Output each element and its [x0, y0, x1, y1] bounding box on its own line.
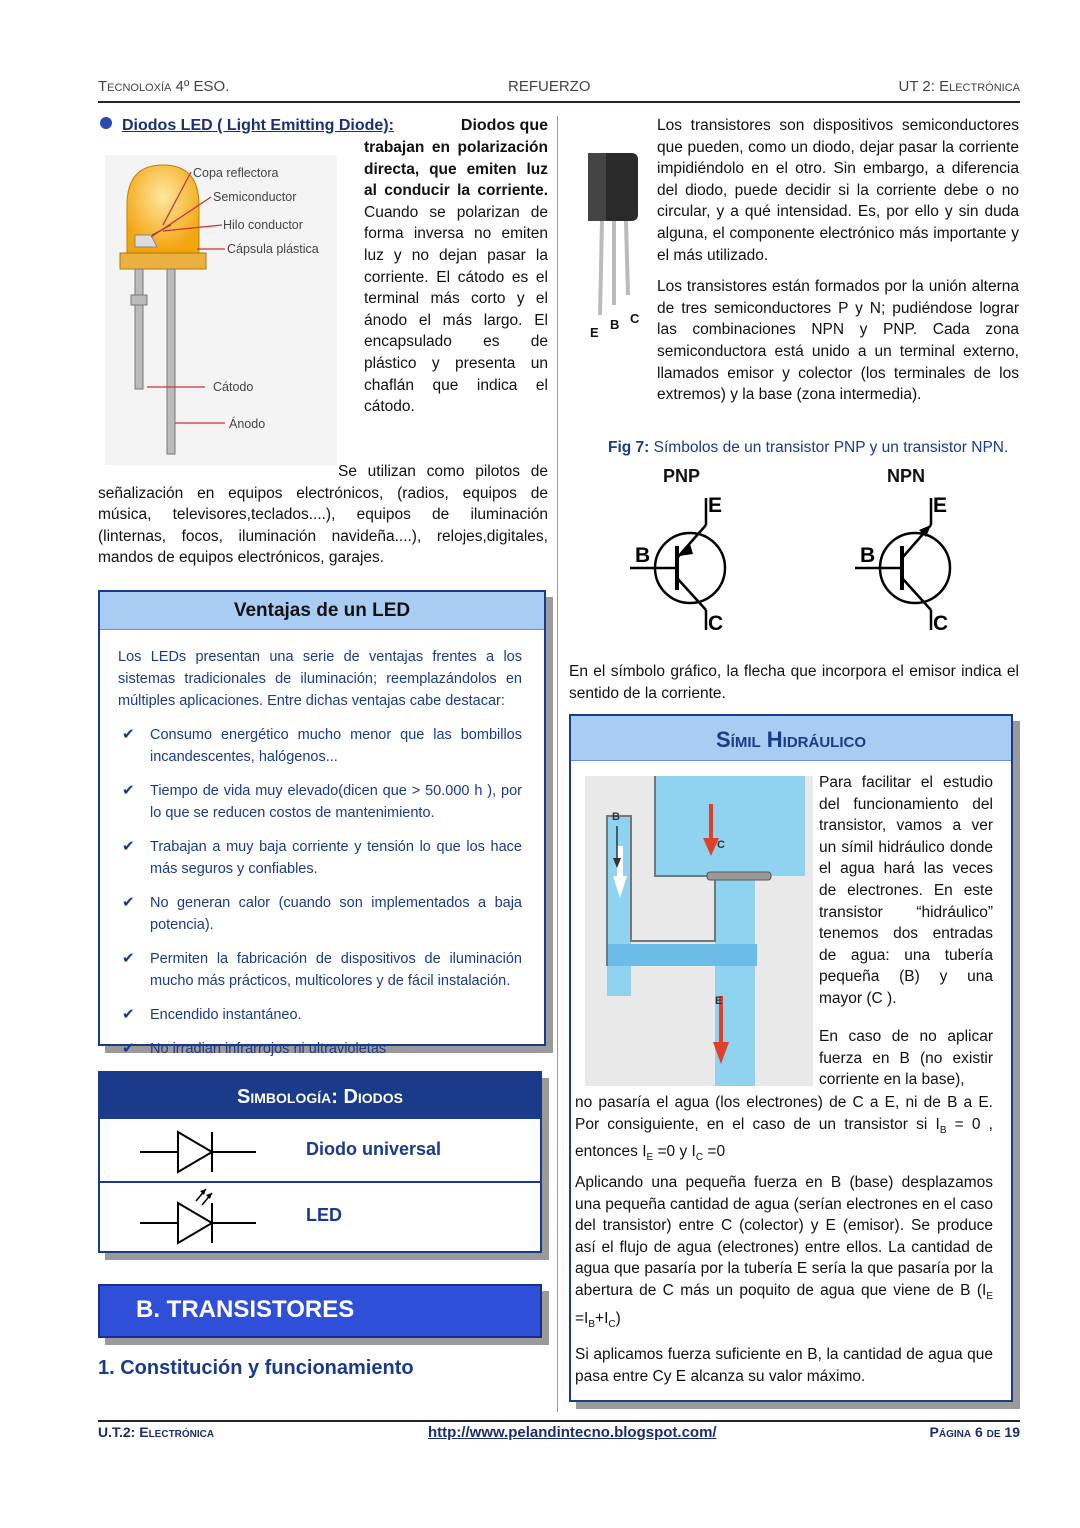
fig7-caption	[608, 439, 1008, 457]
simil-p2c: entonces I	[575, 1143, 647, 1161]
simil-p3-wrap: Aplicando una pequeña fuerza en B (base) desplazamos una pequeña cantidad de agua (serían electrones en el caso del transistor) entre C (colector) y E (emisor). Se produce así el flujo de agua (electrones) entre ellos. La cantidad de agua que pasaría por la tubería E sería la que pasaría por la abertura de C más un poquito de agua que viene de B $(I_E =I_B+I_C)$	[575, 1174, 993, 1330]
check-icon: ✔	[122, 1006, 135, 1023]
header-center: REFUERZO	[508, 78, 591, 95]
pin-label-c: C	[630, 311, 640, 326]
list-item: ✔ Trabajan a muy baja corriente y tensión lo que los hace más seguros y confiables.	[122, 838, 522, 877]
simil-p1: Para facilitar el estudio del funcionamiento del transistor, vamos a ver un símil hidráulico donde el agua hará las veces de electrones. En este transistor “hidráulico” tenemos dos entradas de agua: una tubería pequeña (B) y una mayor (C ).	[819, 774, 993, 1007]
list-item: ✔ Consumo energético mucho menor que las bombillos incandescentes, halógenos...	[122, 726, 522, 765]
list-item: ✔ Encendido instantáneo.	[122, 1004, 522, 1026]
led-label-catodo: Cátodo	[213, 380, 254, 394]
check-icon: ✔	[122, 782, 135, 799]
fig7-caption-text: Símbolos de un transistor PNP y un transistor NPN.	[653, 439, 1009, 456]
led-diagram	[105, 155, 337, 465]
led-symbol-icon	[140, 1187, 256, 1247]
led-label-copa: Copa reflectora	[193, 166, 279, 180]
check-icon: ✔	[122, 838, 135, 855]
npn-symbol	[855, 490, 965, 630]
footer-link[interactable]: http://www.pelandintecno.blogspot.com/	[428, 1424, 717, 1441]
hydraulic-label-c: C	[717, 839, 725, 851]
simbologia-title: Simbología: Diodos	[100, 1073, 540, 1117]
simil-p3: Aplicando una pequeña fuerza en B (base) desplazamos una pequeña cantidad de agua (serían electrones en el caso del transistor) entre C (colector) y E (emisor). Se produce así el flujo de agua (electrones) entre ellos. La cantidad de agua que pasaría por la tubería E sería la que pasaría por la abertura de C más un poquito de agua que viene de B (I	[575, 1174, 993, 1299]
led-text: Cuando se polarizan de forma inversa no emiten luz y no dejan pasar la corriente. El cátodo es el terminal más corto y el ánodo el más largo. El encapsulado es de plástico y presenta un chaflán que indica el cátodo.	[364, 203, 548, 416]
footer-left: U.T.2: Electrónica	[98, 1424, 215, 1440]
section-subtitle: 1. Constitución y funcionamiento	[98, 1357, 414, 1379]
led-label: LED	[306, 1205, 342, 1225]
hydraulic-label-b: B	[612, 811, 620, 823]
ventajas-box	[98, 590, 546, 1057]
transistores-banner	[98, 1284, 542, 1338]
diode-label: Diodo universal	[306, 1139, 442, 1159]
simil-p2: no pasaría el agua (los electrones) de C a E, ni de B a E. Por consiguiente, en el caso de un transistor si $I_B = 0$ , entonces $I_E =0$ y $I_C =0$	[575, 1094, 993, 1164]
footer-rule	[98, 1420, 1020, 1422]
simil-p4: Si aplicamos fuerza suficiente en B, la cantidad de agua que pasa entre Cy E alcanza su valor máximo.	[575, 1346, 993, 1385]
pnp-label: PNP	[663, 466, 701, 486]
pnp-symbol	[630, 490, 740, 630]
transistor-p2: Los transistores están formados por la unión alterna de tres semiconductores P y N; pudiéndose lograr las combinaciones NPN y PNP. Cada zona semiconductora está unido a un terminal externo, llamados emisor y colector (los terminales de los extremos) y la base (zona intermedia).	[657, 278, 1019, 404]
ventajas-intro: Los LEDs presentan una serie de ventajas frentes a los sistemas tradicionales de iluminación; reemplazándolos en múltiples aplicaciones. Entre dichas ventajas cabe destacar:	[118, 649, 522, 709]
transistor-p1-wrap	[569, 115, 1019, 437]
diode-row	[100, 1117, 542, 1183]
transistores-title: B. TRANSISTORES	[136, 1296, 355, 1323]
npn-c-label: C	[933, 612, 949, 630]
diode-symbol-icon	[140, 1127, 256, 1177]
pin-label-e: E	[590, 325, 599, 340]
led-title-link[interactable]: Diodos LED ( Light Emitting Diode):	[122, 117, 394, 134]
led-title-after: Diodos que	[460, 117, 548, 134]
check-icon: ✔	[122, 894, 135, 911]
pin-label-b: B	[610, 317, 620, 332]
led-row	[100, 1181, 542, 1253]
footer-page: Página 6 de 19	[929, 1424, 1020, 1440]
led-bold-text: trabajan en polarización directa, que emiten luz al conducir la corriente.	[364, 139, 548, 200]
npn-e-label: E	[933, 494, 948, 517]
list-item: ✔ Tiempo de vida muy elevado(dicen que > 50.000 h ), por lo que se reducen costos de mantenimiento.	[122, 782, 522, 821]
arrow-explanation: En el símbolo gráfico, la flecha que incorpora el emisor indica el sentido de la corriente.	[569, 663, 1019, 702]
check-icon: ✔	[122, 726, 135, 743]
check-icon: ✔	[122, 950, 135, 967]
ventajas-list	[122, 724, 522, 1072]
pnp-e-label: E	[708, 494, 723, 517]
pnp-b-label: B	[635, 544, 651, 567]
led-label-semiconductor: Semiconductor	[213, 190, 297, 204]
simil-p2b: no pasaría el agua (los electrones) de C a E, ni de B a E. Por consiguiente, en el caso de un transistor si I	[575, 1094, 993, 1133]
header-rule	[98, 101, 1020, 103]
column-divider	[557, 116, 558, 1412]
hydraulic-diagram	[585, 776, 813, 1086]
pnp-c-label: C	[708, 612, 724, 630]
check-icon: ✔	[122, 1040, 135, 1057]
simil-p2a: En caso de no aplicar fuerza en B (no existir corriente en la base),	[819, 1028, 993, 1089]
npn-label: NPN	[887, 466, 926, 486]
simil-title: Símil Hidráulico	[571, 716, 1011, 761]
led-uses: Se utilizan como pilotos de señalización en equipos electrónicos, (radios, equipos de música, televisores,teclados....), equipos de iluminación (linternas, focos, iluminación navideña....), relojes,digitales, mandos de equipos electrónicos, garajes.	[98, 463, 548, 567]
hydraulic-label-e: E	[715, 995, 723, 1007]
simbologia-box	[98, 1071, 542, 1253]
list-item: ✔ Permiten la fabricación de dispositivos de iluminación mucho más prácticos, multicolores y de fácil instalación.	[122, 950, 522, 989]
header-right: UT 2: Electrónica	[898, 78, 1020, 95]
list-item: ✔ No irradian infrarrojos ni ultravioletas	[122, 1038, 522, 1060]
ventajas-title: Ventajas de un LED	[100, 592, 544, 630]
led-label-anodo: Ánodo	[229, 417, 266, 431]
fig7-caption-bold: Fig 7:	[608, 439, 650, 456]
led-title-line	[100, 117, 548, 135]
transistor-p1: Los transistores son dispositivos semiconductores que pueden, como un diodo, dejar pasar la corriente impidiéndolo en el otro. Sin embargo, a diferencia del diodo, puede decidir si la corriente debe o no circular, y a qué intensidad. Es, por ello y sin duda alguna, el componente electrónico más importante y el más utilizado.	[657, 117, 1019, 264]
led-description	[364, 137, 548, 418]
bullet-icon	[100, 117, 112, 129]
list-item: ✔ No generan calor (cuando son implementados a baja potencia).	[122, 894, 522, 933]
npn-b-label: B	[860, 544, 876, 567]
header-left: Tecnoloxía 4º ESO.	[98, 78, 230, 95]
led-label-capsula: Cápsula plástica	[227, 242, 319, 256]
simil-box	[569, 714, 1013, 1402]
led-label-hilo: Hilo conductor	[223, 218, 303, 232]
